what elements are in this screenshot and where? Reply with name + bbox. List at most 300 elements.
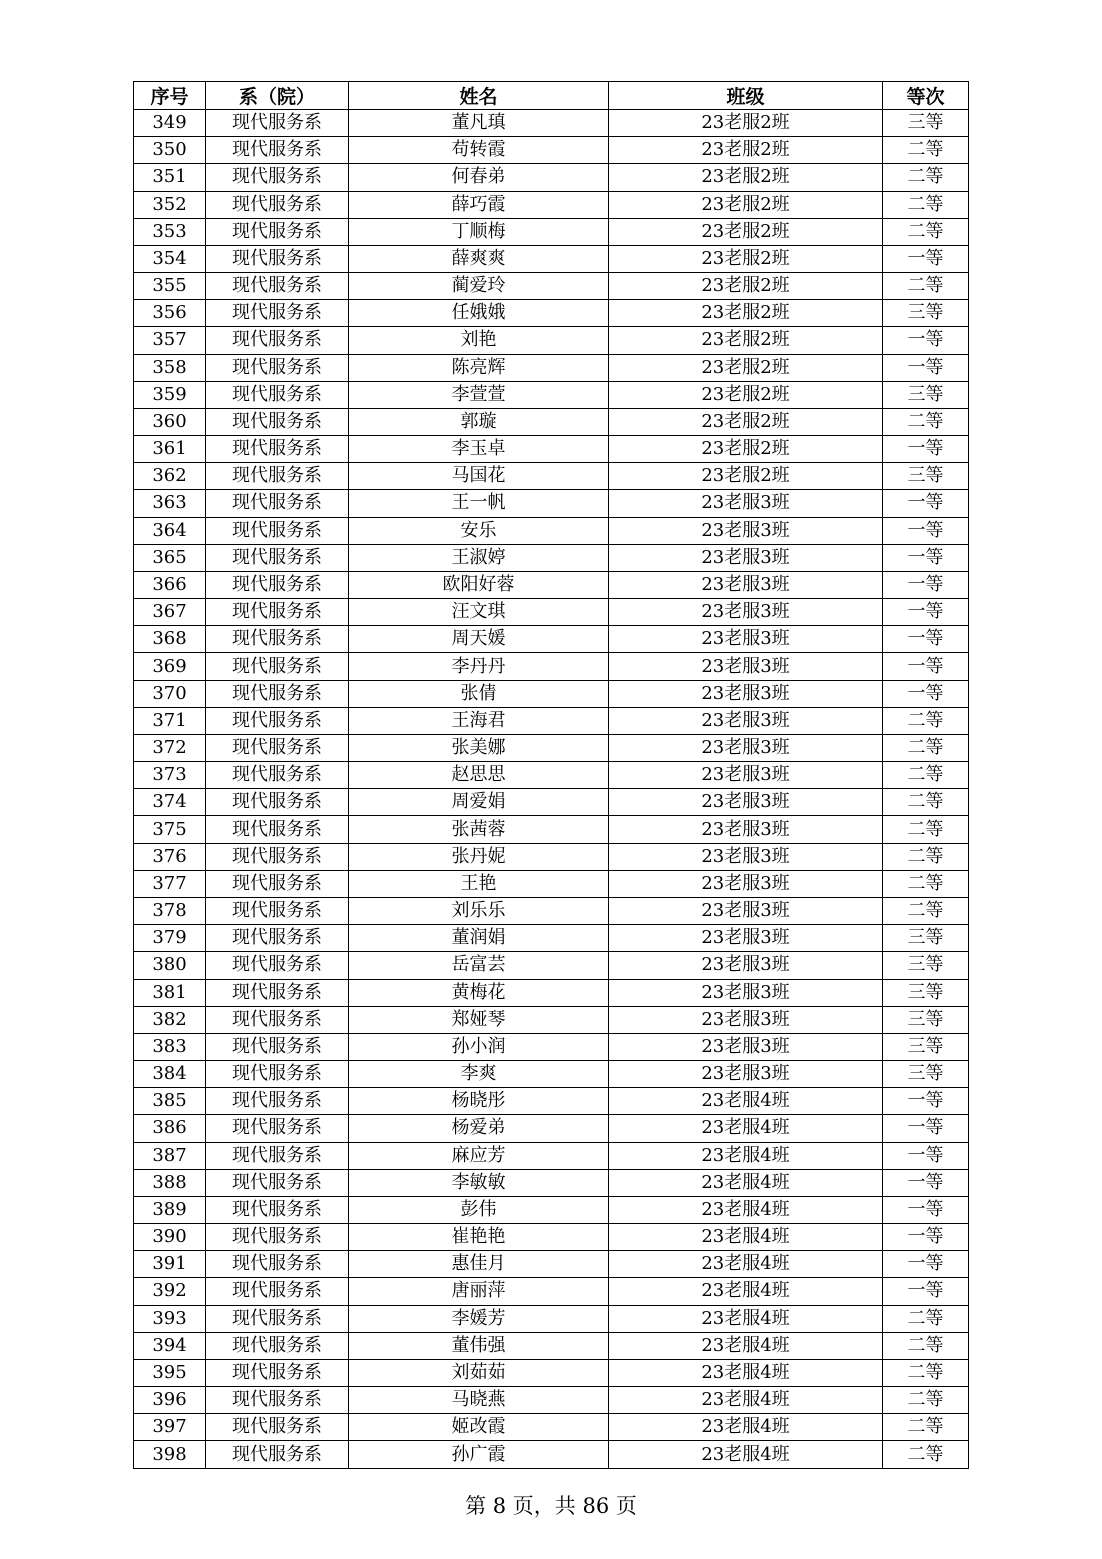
- cell-class: 23老服3班: [609, 653, 883, 680]
- cell-department: 现代服务系: [206, 300, 349, 327]
- cell-department: 现代服务系: [206, 734, 349, 761]
- cell-department: 现代服务系: [206, 816, 349, 843]
- cell-index: 363: [134, 490, 206, 517]
- cell-department: 现代服务系: [206, 952, 349, 979]
- table-row: [134, 354, 969, 381]
- cell-name: 张茜蓉: [349, 816, 609, 843]
- cell-class: 23老服4班: [609, 1088, 883, 1115]
- cell-department: 现代服务系: [206, 381, 349, 408]
- table-row: [134, 408, 969, 435]
- cell-department: 现代服务系: [206, 1441, 349, 1468]
- cell-index: 391: [134, 1251, 206, 1278]
- table-row: [134, 1359, 969, 1386]
- cell-class: 23老服3班: [609, 490, 883, 517]
- cell-department: 现代服务系: [206, 245, 349, 272]
- cell-class: 23老服4班: [609, 1224, 883, 1251]
- cell-name: 薛巧霞: [349, 191, 609, 218]
- cell-department: 现代服务系: [206, 463, 349, 490]
- cell-class: 23老服3班: [609, 925, 883, 952]
- cell-grade: 一等: [883, 626, 969, 653]
- cell-class: 23老服2班: [609, 273, 883, 300]
- cell-index: 349: [134, 110, 206, 137]
- header-index: 序号: [134, 82, 206, 110]
- table-row: [134, 1251, 969, 1278]
- cell-index: 387: [134, 1142, 206, 1169]
- cell-name: 王海君: [349, 707, 609, 734]
- cell-index: 381: [134, 979, 206, 1006]
- cell-index: 397: [134, 1414, 206, 1441]
- cell-grade: 二等: [883, 762, 969, 789]
- cell-class: 23老服3班: [609, 762, 883, 789]
- cell-grade: 二等: [883, 707, 969, 734]
- table-row: [134, 517, 969, 544]
- table-row: [134, 1196, 969, 1223]
- table-row: [134, 599, 969, 626]
- cell-index: 362: [134, 463, 206, 490]
- table-row: [134, 843, 969, 870]
- cell-grade: 一等: [883, 436, 969, 463]
- cell-department: 现代服务系: [206, 1359, 349, 1386]
- cell-name: 马晓燕: [349, 1387, 609, 1414]
- cell-department: 现代服务系: [206, 1196, 349, 1223]
- cell-department: 现代服务系: [206, 1278, 349, 1305]
- cell-name: 董伟强: [349, 1332, 609, 1359]
- table-row: [134, 1088, 969, 1115]
- cell-department: 现代服务系: [206, 789, 349, 816]
- table-row: [134, 925, 969, 952]
- cell-grade: 三等: [883, 381, 969, 408]
- cell-class: 23老服3班: [609, 843, 883, 870]
- cell-class: 23老服3班: [609, 544, 883, 571]
- roster-table: [133, 81, 969, 1469]
- cell-grade: 一等: [883, 653, 969, 680]
- cell-grade: 三等: [883, 1006, 969, 1033]
- cell-index: 385: [134, 1088, 206, 1115]
- table-row: [134, 1169, 969, 1196]
- cell-class: 23老服3班: [609, 1006, 883, 1033]
- cell-name: 王艳: [349, 870, 609, 897]
- cell-index: 353: [134, 218, 206, 245]
- table-row: [134, 110, 969, 137]
- table-row: [134, 381, 969, 408]
- cell-name: 王一帆: [349, 490, 609, 517]
- cell-grade: 三等: [883, 300, 969, 327]
- cell-department: 现代服务系: [206, 1387, 349, 1414]
- cell-name: 郑娅琴: [349, 1006, 609, 1033]
- cell-class: 23老服2班: [609, 436, 883, 463]
- table-row: [134, 1033, 969, 1060]
- cell-class: 23老服3班: [609, 979, 883, 1006]
- cell-class: 23老服4班: [609, 1387, 883, 1414]
- table-row: [134, 1115, 969, 1142]
- cell-index: 371: [134, 707, 206, 734]
- cell-grade: 三等: [883, 1033, 969, 1060]
- cell-index: 375: [134, 816, 206, 843]
- cell-grade: 二等: [883, 408, 969, 435]
- cell-class: 23老服3班: [609, 680, 883, 707]
- cell-department: 现代服务系: [206, 1169, 349, 1196]
- cell-name: 周爱娟: [349, 789, 609, 816]
- cell-index: 350: [134, 137, 206, 164]
- table-row: [134, 1142, 969, 1169]
- cell-grade: 一等: [883, 1196, 969, 1223]
- cell-name: 孙广霞: [349, 1441, 609, 1468]
- header-department: 系（院）: [206, 82, 349, 110]
- cell-grade: 一等: [883, 1088, 969, 1115]
- cell-name: 陈亮辉: [349, 354, 609, 381]
- cell-class: 23老服2班: [609, 245, 883, 272]
- cell-department: 现代服务系: [206, 1305, 349, 1332]
- table-row: [134, 680, 969, 707]
- cell-grade: 三等: [883, 952, 969, 979]
- cell-class: 23老服2班: [609, 300, 883, 327]
- cell-class: 23老服2班: [609, 327, 883, 354]
- cell-index: 369: [134, 653, 206, 680]
- cell-class: 23老服3班: [609, 816, 883, 843]
- cell-index: 360: [134, 408, 206, 435]
- cell-index: 398: [134, 1441, 206, 1468]
- cell-name: 周天媛: [349, 626, 609, 653]
- cell-name: 杨晓彤: [349, 1088, 609, 1115]
- cell-department: 现代服务系: [206, 1142, 349, 1169]
- cell-grade: 二等: [883, 816, 969, 843]
- table-row: [134, 1278, 969, 1305]
- table-row: [134, 137, 969, 164]
- cell-index: 389: [134, 1196, 206, 1223]
- cell-department: 现代服务系: [206, 979, 349, 1006]
- cell-department: 现代服务系: [206, 1414, 349, 1441]
- cell-class: 23老服4班: [609, 1196, 883, 1223]
- cell-grade: 二等: [883, 897, 969, 924]
- table-row: [134, 327, 969, 354]
- cell-name: 惠佳月: [349, 1251, 609, 1278]
- cell-department: 现代服务系: [206, 137, 349, 164]
- cell-department: 现代服务系: [206, 626, 349, 653]
- cell-class: 23老服2班: [609, 137, 883, 164]
- cell-index: 357: [134, 327, 206, 354]
- cell-name: 苟转霞: [349, 137, 609, 164]
- cell-name: 何春弟: [349, 164, 609, 191]
- cell-name: 张倩: [349, 680, 609, 707]
- cell-index: 380: [134, 952, 206, 979]
- cell-department: 现代服务系: [206, 110, 349, 137]
- cell-name: 郭璇: [349, 408, 609, 435]
- cell-name: 赵思思: [349, 762, 609, 789]
- cell-index: 361: [134, 436, 206, 463]
- cell-index: 390: [134, 1224, 206, 1251]
- table-row: [134, 273, 969, 300]
- cell-class: 23老服2班: [609, 191, 883, 218]
- cell-department: 现代服务系: [206, 571, 349, 598]
- cell-class: 23老服3班: [609, 571, 883, 598]
- cell-index: 352: [134, 191, 206, 218]
- cell-name: 李爽: [349, 1061, 609, 1088]
- table-row: [134, 300, 969, 327]
- table-row: [134, 245, 969, 272]
- cell-grade: 二等: [883, 1332, 969, 1359]
- cell-grade: 一等: [883, 599, 969, 626]
- table-header: [134, 82, 969, 110]
- table-row: [134, 707, 969, 734]
- cell-name: 孙小润: [349, 1033, 609, 1060]
- cell-grade: 三等: [883, 110, 969, 137]
- cell-class: 23老服4班: [609, 1305, 883, 1332]
- cell-name: 汪文琪: [349, 599, 609, 626]
- cell-class: 23老服3班: [609, 1033, 883, 1060]
- cell-index: 388: [134, 1169, 206, 1196]
- table-row: [134, 191, 969, 218]
- cell-grade: 三等: [883, 925, 969, 952]
- table-row: [134, 626, 969, 653]
- cell-department: 现代服务系: [206, 517, 349, 544]
- cell-name: 薛爽爽: [349, 245, 609, 272]
- cell-class: 23老服3班: [609, 897, 883, 924]
- cell-name: 马国花: [349, 463, 609, 490]
- cell-grade: 三等: [883, 463, 969, 490]
- cell-grade: 一等: [883, 1251, 969, 1278]
- cell-department: 现代服务系: [206, 354, 349, 381]
- cell-grade: 一等: [883, 544, 969, 571]
- cell-department: 现代服务系: [206, 1332, 349, 1359]
- header-grade: 等次: [883, 82, 969, 110]
- cell-index: 376: [134, 843, 206, 870]
- table-row: [134, 1006, 969, 1033]
- cell-class: 23老服4班: [609, 1359, 883, 1386]
- header-name: 姓名: [349, 82, 609, 110]
- cell-name: 唐丽萍: [349, 1278, 609, 1305]
- header-row: [134, 82, 969, 110]
- cell-name: 麻应芳: [349, 1142, 609, 1169]
- cell-department: 现代服务系: [206, 925, 349, 952]
- cell-department: 现代服务系: [206, 762, 349, 789]
- table-row: [134, 571, 969, 598]
- cell-index: 383: [134, 1033, 206, 1060]
- cell-grade: 一等: [883, 1224, 969, 1251]
- cell-name: 张美娜: [349, 734, 609, 761]
- cell-index: 359: [134, 381, 206, 408]
- table-row: [134, 218, 969, 245]
- cell-grade: 二等: [883, 734, 969, 761]
- cell-grade: 一等: [883, 490, 969, 517]
- cell-grade: 二等: [883, 218, 969, 245]
- cell-grade: 一等: [883, 1115, 969, 1142]
- cell-department: 现代服务系: [206, 680, 349, 707]
- cell-grade: 二等: [883, 137, 969, 164]
- cell-index: 354: [134, 245, 206, 272]
- cell-index: 351: [134, 164, 206, 191]
- cell-class: 23老服2班: [609, 463, 883, 490]
- cell-index: 368: [134, 626, 206, 653]
- table-row: [134, 1332, 969, 1359]
- cell-class: 23老服4班: [609, 1441, 883, 1468]
- cell-department: 现代服务系: [206, 1061, 349, 1088]
- cell-department: 现代服务系: [206, 1006, 349, 1033]
- table-row: [134, 1061, 969, 1088]
- cell-index: 373: [134, 762, 206, 789]
- cell-department: 现代服务系: [206, 653, 349, 680]
- cell-department: 现代服务系: [206, 843, 349, 870]
- cell-grade: 二等: [883, 1359, 969, 1386]
- table-row: [134, 979, 969, 1006]
- cell-grade: 二等: [883, 1305, 969, 1332]
- cell-department: 现代服务系: [206, 870, 349, 897]
- cell-index: 356: [134, 300, 206, 327]
- cell-name: 姬改霞: [349, 1414, 609, 1441]
- table-row: [134, 897, 969, 924]
- cell-name: 李媛芳: [349, 1305, 609, 1332]
- cell-index: 370: [134, 680, 206, 707]
- cell-index: 365: [134, 544, 206, 571]
- table-row: [134, 463, 969, 490]
- cell-class: 23老服3班: [609, 734, 883, 761]
- cell-department: 现代服务系: [206, 408, 349, 435]
- cell-class: 23老服3班: [609, 1061, 883, 1088]
- cell-department: 现代服务系: [206, 1115, 349, 1142]
- cell-name: 李玉卓: [349, 436, 609, 463]
- page-footer: 第 8 页，共 86 页: [465, 1494, 637, 1518]
- cell-department: 现代服务系: [206, 191, 349, 218]
- cell-department: 现代服务系: [206, 218, 349, 245]
- cell-name: 张丹妮: [349, 843, 609, 870]
- cell-department: 现代服务系: [206, 164, 349, 191]
- cell-index: 392: [134, 1278, 206, 1305]
- table-row: [134, 490, 969, 517]
- table-row: [134, 870, 969, 897]
- cell-index: 382: [134, 1006, 206, 1033]
- cell-class: 23老服3班: [609, 626, 883, 653]
- table-row: [134, 734, 969, 761]
- cell-name: 杨爱弟: [349, 1115, 609, 1142]
- cell-department: 现代服务系: [206, 1088, 349, 1115]
- cell-class: 23老服3班: [609, 707, 883, 734]
- cell-grade: 一等: [883, 1278, 969, 1305]
- cell-grade: 二等: [883, 789, 969, 816]
- cell-name: 黄梅花: [349, 979, 609, 1006]
- cell-index: 394: [134, 1332, 206, 1359]
- cell-name: 岳富芸: [349, 952, 609, 979]
- cell-name: 任娥娥: [349, 300, 609, 327]
- cell-name: 李萱萱: [349, 381, 609, 408]
- cell-class: 23老服4班: [609, 1251, 883, 1278]
- cell-index: 384: [134, 1061, 206, 1088]
- cell-class: 23老服3班: [609, 517, 883, 544]
- cell-class: 23老服4班: [609, 1414, 883, 1441]
- cell-grade: 一等: [883, 517, 969, 544]
- header-class: 班级: [609, 82, 883, 110]
- cell-name: 崔艳艳: [349, 1224, 609, 1251]
- cell-class: 23老服4班: [609, 1169, 883, 1196]
- table-row: [134, 789, 969, 816]
- cell-class: 23老服2班: [609, 408, 883, 435]
- table-row: [134, 1387, 969, 1414]
- cell-department: 现代服务系: [206, 544, 349, 571]
- cell-name: 丁顺梅: [349, 218, 609, 245]
- cell-index: 396: [134, 1387, 206, 1414]
- table-row: [134, 762, 969, 789]
- table-row: [134, 816, 969, 843]
- cell-name: 刘茹茹: [349, 1359, 609, 1386]
- cell-grade: 二等: [883, 1387, 969, 1414]
- table-row: [134, 544, 969, 571]
- cell-grade: 二等: [883, 191, 969, 218]
- cell-class: 23老服2班: [609, 354, 883, 381]
- cell-index: 377: [134, 870, 206, 897]
- cell-grade: 一等: [883, 1169, 969, 1196]
- cell-grade: 三等: [883, 979, 969, 1006]
- cell-class: 23老服4班: [609, 1278, 883, 1305]
- cell-index: 364: [134, 517, 206, 544]
- cell-grade: 一等: [883, 571, 969, 598]
- cell-name: 董凡瑱: [349, 110, 609, 137]
- cell-department: 现代服务系: [206, 436, 349, 463]
- cell-index: 367: [134, 599, 206, 626]
- cell-department: 现代服务系: [206, 599, 349, 626]
- cell-class: 23老服2班: [609, 381, 883, 408]
- cell-class: 23老服3班: [609, 952, 883, 979]
- cell-index: 393: [134, 1305, 206, 1332]
- cell-index: 366: [134, 571, 206, 598]
- table-row: [134, 1305, 969, 1332]
- cell-grade: 一等: [883, 1142, 969, 1169]
- cell-class: 23老服3班: [609, 789, 883, 816]
- cell-grade: 二等: [883, 1441, 969, 1468]
- cell-department: 现代服务系: [206, 327, 349, 354]
- cell-index: 395: [134, 1359, 206, 1386]
- cell-grade: 二等: [883, 870, 969, 897]
- table-row: [134, 164, 969, 191]
- table-row: [134, 952, 969, 979]
- cell-name: 李丹丹: [349, 653, 609, 680]
- cell-class: 23老服2班: [609, 218, 883, 245]
- cell-grade: 二等: [883, 164, 969, 191]
- cell-grade: 一等: [883, 680, 969, 707]
- cell-index: 386: [134, 1115, 206, 1142]
- cell-index: 372: [134, 734, 206, 761]
- cell-grade: 一等: [883, 327, 969, 354]
- cell-grade: 三等: [883, 1061, 969, 1088]
- cell-name: 蔺爱玲: [349, 273, 609, 300]
- cell-name: 刘乐乐: [349, 897, 609, 924]
- cell-grade: 二等: [883, 843, 969, 870]
- table-row: [134, 1441, 969, 1468]
- cell-department: 现代服务系: [206, 273, 349, 300]
- cell-grade: 二等: [883, 273, 969, 300]
- cell-department: 现代服务系: [206, 1033, 349, 1060]
- cell-name: 欧阳好蓉: [349, 571, 609, 598]
- cell-class: 23老服4班: [609, 1142, 883, 1169]
- cell-name: 李敏敏: [349, 1169, 609, 1196]
- cell-index: 355: [134, 273, 206, 300]
- table-row: [134, 436, 969, 463]
- cell-name: 王淑婷: [349, 544, 609, 571]
- cell-index: 378: [134, 897, 206, 924]
- cell-class: 23老服3班: [609, 870, 883, 897]
- cell-class: 23老服4班: [609, 1115, 883, 1142]
- cell-name: 董润娟: [349, 925, 609, 952]
- cell-class: 23老服2班: [609, 110, 883, 137]
- cell-grade: 一等: [883, 245, 969, 272]
- cell-name: 刘艳: [349, 327, 609, 354]
- cell-class: 23老服4班: [609, 1332, 883, 1359]
- cell-department: 现代服务系: [206, 1224, 349, 1251]
- table-row: [134, 1224, 969, 1251]
- cell-grade: 一等: [883, 354, 969, 381]
- table-row: [134, 1414, 969, 1441]
- table-row: [134, 653, 969, 680]
- cell-department: 现代服务系: [206, 490, 349, 517]
- cell-name: 安乐: [349, 517, 609, 544]
- cell-department: 现代服务系: [206, 897, 349, 924]
